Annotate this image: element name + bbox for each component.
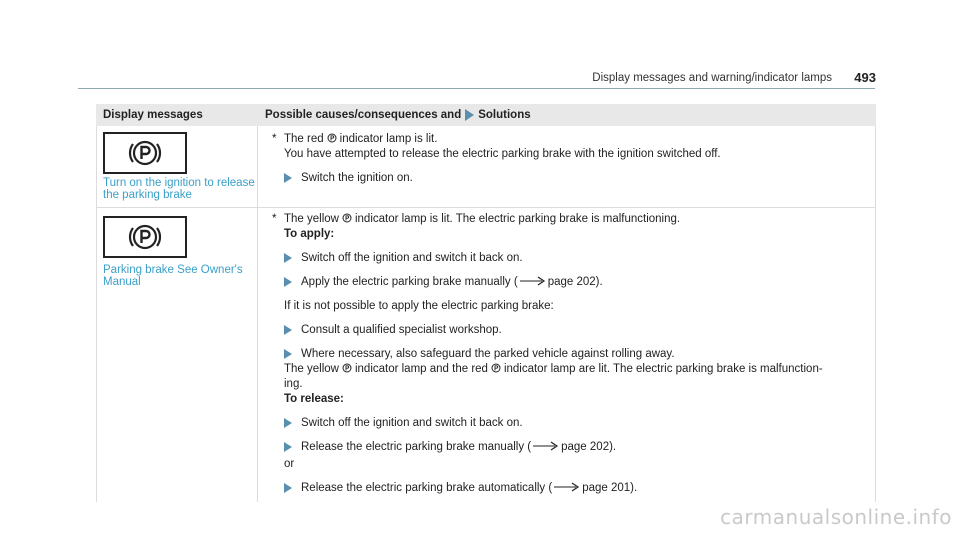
- combined-lamps-text: [272, 362, 875, 377]
- cause-line: [272, 132, 875, 147]
- arrow-right-icon: [284, 483, 292, 493]
- solution-step: [284, 275, 875, 290]
- solution-step-text: Where necessary, also safeguard the parked vehicle against rolling away.: [301, 348, 675, 360]
- solution-step: [284, 323, 875, 338]
- or-text: or: [284, 458, 295, 470]
- cause-text-pre: The yellow: [284, 213, 339, 225]
- arrow-right-icon: [284, 349, 292, 359]
- column-header-solutions-label: Solutions: [478, 109, 531, 121]
- cause-text: [284, 132, 437, 147]
- parking-brake-icon: [342, 213, 352, 223]
- arrow-right-icon: [284, 442, 292, 452]
- solution-step: [284, 251, 875, 266]
- bullet-star: *: [272, 133, 277, 145]
- combo-text-pre: The yellow: [284, 363, 339, 375]
- cause-text-post: indicator lamp is lit. The electric parking brake is malfunctioning.: [354, 213, 681, 225]
- solution-step: [284, 481, 875, 496]
- display-message-text: Turn on the ignition to release the parking brake: [103, 177, 255, 201]
- to-release-heading: To release:: [284, 393, 344, 405]
- solution-step: [284, 171, 875, 186]
- combo-text-mid2: indicator lamp are lit. The electric parking brake is malfunction-: [503, 363, 823, 375]
- parking-brake-icon: [491, 363, 501, 373]
- arrow-right-icon: [284, 253, 292, 263]
- parking-brake-icon: [342, 363, 352, 373]
- cause-text-pre: The red: [284, 133, 324, 145]
- column-header-causes: [253, 109, 531, 121]
- arrow-right-icon: [284, 173, 292, 183]
- solution-step: [284, 440, 875, 455]
- watermark: carmanualsonline.info: [720, 505, 952, 529]
- parking-brake-lamp: [103, 216, 187, 258]
- solution-step-text: [301, 275, 603, 290]
- solution-step-text: Switch off the ignition and switch it back on.: [301, 417, 523, 429]
- not-possible-text: If it is not possible to apply the electric parking brake:: [284, 300, 554, 312]
- to-apply-heading: To apply:: [284, 228, 335, 240]
- messages-table: [96, 104, 876, 502]
- solution-step-text-pre: Apply the electric parking brake manually (: [301, 276, 518, 288]
- solution-step-text: [301, 440, 616, 455]
- table-row: [96, 126, 876, 208]
- page-reference-arrow-icon[interactable]: [533, 441, 559, 451]
- page-reference-arrow-icon[interactable]: [554, 482, 580, 492]
- message-cell: [96, 208, 258, 502]
- solution-step-text: Switch the ignition on.: [301, 172, 413, 184]
- arrow-right-icon: [284, 325, 292, 335]
- solution-step-text-pre: Release the electric parking brake automatically (: [301, 482, 553, 494]
- table-header: [96, 104, 876, 126]
- page-header: [0, 70, 876, 90]
- consequence-text: You have attempted to release the electric parking brake with the ignition switched off.: [284, 148, 721, 160]
- page-number: 493: [854, 70, 876, 85]
- cause-text: [284, 212, 680, 227]
- column-header-display-messages: Display messages: [103, 109, 203, 121]
- page-reference-arrow-icon[interactable]: [520, 276, 546, 286]
- message-cell: [96, 126, 258, 207]
- cause-text-post: indicator lamp is lit.: [339, 133, 438, 145]
- parking-brake-lamp: [103, 132, 187, 174]
- causes-cell: [258, 126, 876, 207]
- page-reference-link[interactable]: page 202).: [561, 441, 617, 453]
- section-title: Display messages and warning/indicator lamps: [592, 72, 832, 84]
- parking-brake-icon: [128, 136, 162, 170]
- solution-step-text: Consult a qualified specialist workshop.: [301, 324, 502, 336]
- header-divider: [78, 88, 875, 89]
- parking-brake-icon: [327, 133, 337, 143]
- display-message-text: Parking brake See Owner's Manual: [103, 264, 243, 288]
- arrow-right-icon: [284, 277, 292, 287]
- combined-lamps-text-end: ing.: [284, 378, 303, 390]
- cause-line: [272, 212, 875, 227]
- solution-step-text: Switch off the ignition and switch it back on.: [301, 252, 523, 264]
- parking-brake-icon: [128, 220, 162, 254]
- page-reference-link[interactable]: page 202).: [547, 276, 603, 288]
- table-row: [96, 208, 876, 502]
- column-header-causes-label: Possible causes/consequences and: [265, 109, 462, 121]
- causes-cell: [258, 208, 876, 502]
- solution-step-text: [301, 481, 637, 496]
- solution-step-text-pre: Release the electric parking brake manually (: [301, 441, 532, 453]
- solution-step: [284, 416, 875, 431]
- bullet-star: *: [272, 213, 277, 225]
- combo-text-mid: indicator lamp and the red: [354, 363, 488, 375]
- arrow-right-icon: [465, 109, 474, 121]
- solution-step: [284, 347, 875, 362]
- page-reference-link[interactable]: page 201).: [582, 482, 638, 494]
- arrow-right-icon: [284, 418, 292, 428]
